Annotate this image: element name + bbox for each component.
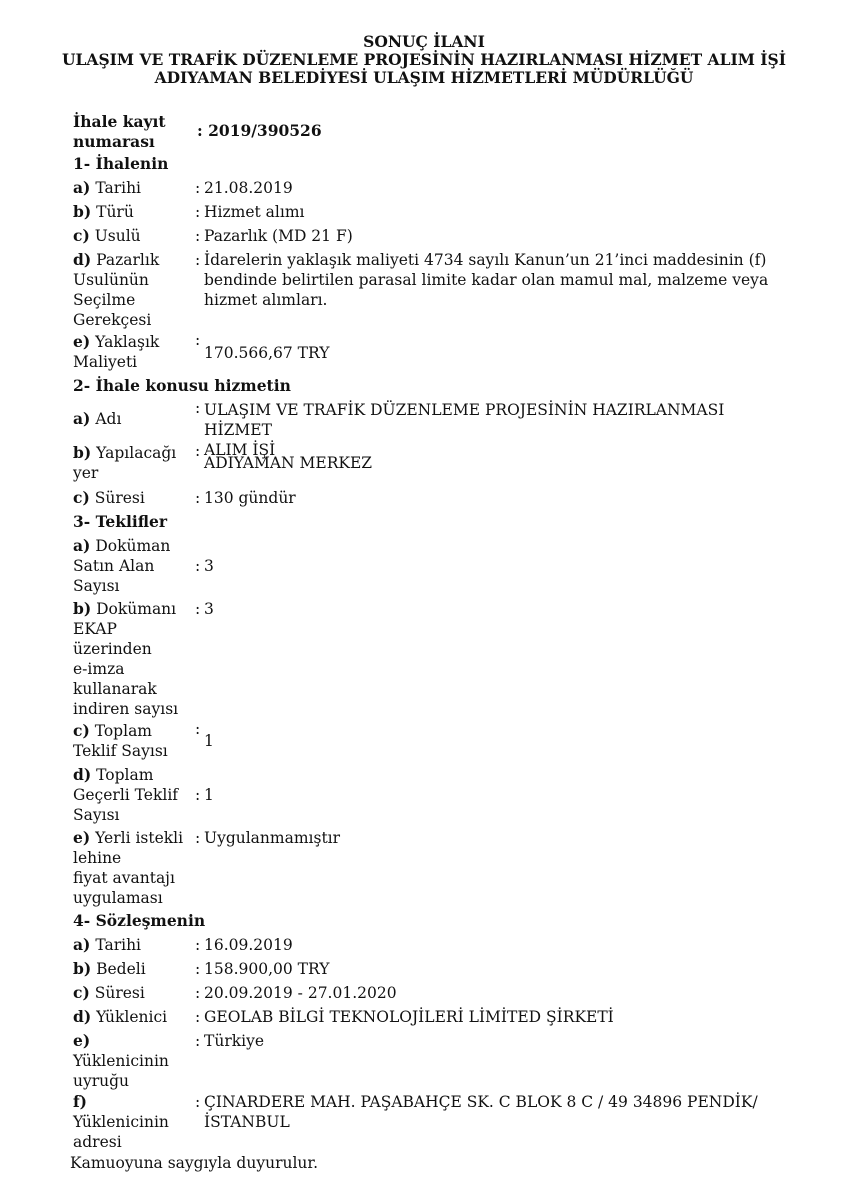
section-2-title: 2- İhale konusu hizmetin <box>73 376 291 395</box>
sozlesme-suresi-value: 20.09.2019 - 27.01.2020 <box>204 984 397 1002</box>
fiyat-avantaji-value: Uygulanmamıştır <box>204 829 341 847</box>
sozlesme-tarihi-value: 16.09.2019 <box>204 936 293 954</box>
hizmet-suresi-value: 130 gündür <box>204 489 296 507</box>
header-title: SONUÇ İLANI <box>363 32 485 51</box>
yapilacagi-yer-value: ADIYAMAN MERKEZ <box>204 454 373 472</box>
sozlesme-bedeli-value: 158.900,00 TRY <box>204 960 330 978</box>
yaklasik-maliyet-value: 170.566,67 TRY <box>204 344 330 362</box>
footer-note: Kamuoyuna saygıyla duyurulur. <box>70 1154 319 1172</box>
gerekce-value: İdarelerin yaklaşık maliyeti 4734 sayılı Kanun’un 21’inci maddesinin (f) bendinde belirtilen parasal limite kadar olan mamul mal, malzeme veya hizmet alımları. <box>204 251 769 309</box>
ihale-tarihi-value: 21.08.2019 <box>204 179 293 197</box>
gecerli-teklif-value: 1 <box>204 786 214 804</box>
yuklenici-uyrugu-value: Türkiye <box>204 1032 265 1050</box>
ekap-indiren-value: 3 <box>204 600 214 618</box>
toplam-teklif-value: 1 <box>204 732 214 750</box>
ihale-usulu-value: Pazarlık (MD 21 F) <box>204 227 353 245</box>
dokuman-satin-alan-value: 3 <box>204 557 214 575</box>
yuklenici-value: GEOLAB BİLGİ TEKNOLOJİLERİ LİMİTED ŞİRKETİ <box>204 1008 614 1026</box>
ihale-kayit-label: İhale kayıt numarası <box>73 112 166 151</box>
yuklenici-adresi-value: ÇINARDERE MAH. PAŞABAHÇE SK. C BLOK 8 C / 49 34896 PENDİK/ İSTANBUL <box>204 1093 758 1131</box>
header-subject: ULAŞIM VE TRAFİK DÜZENLEME PROJESİNİN HAZIRLANMASI HİZMET ALIM İŞİ <box>62 50 786 69</box>
section-4-title: 4- Sözleşmenin <box>73 911 206 930</box>
section-1-title: 1- İhalenin <box>73 154 169 173</box>
section-3-title: 3- Teklifler <box>73 512 168 531</box>
ihale-turu-value: Hizmet alımı <box>204 203 305 221</box>
hizmet-adi-value: ULAŞIM VE TRAFİK DÜZENLEME PROJESİNİN HAZIRLANMASI HİZMET ALIM İŞİ <box>204 401 725 459</box>
header-institution: ADIYAMAN BELEDİYESİ ULAŞIM HİZMETLERİ MÜDÜRLÜĞÜ <box>154 68 694 87</box>
ihale-kayit-value: : 2019/390526 <box>197 121 322 140</box>
